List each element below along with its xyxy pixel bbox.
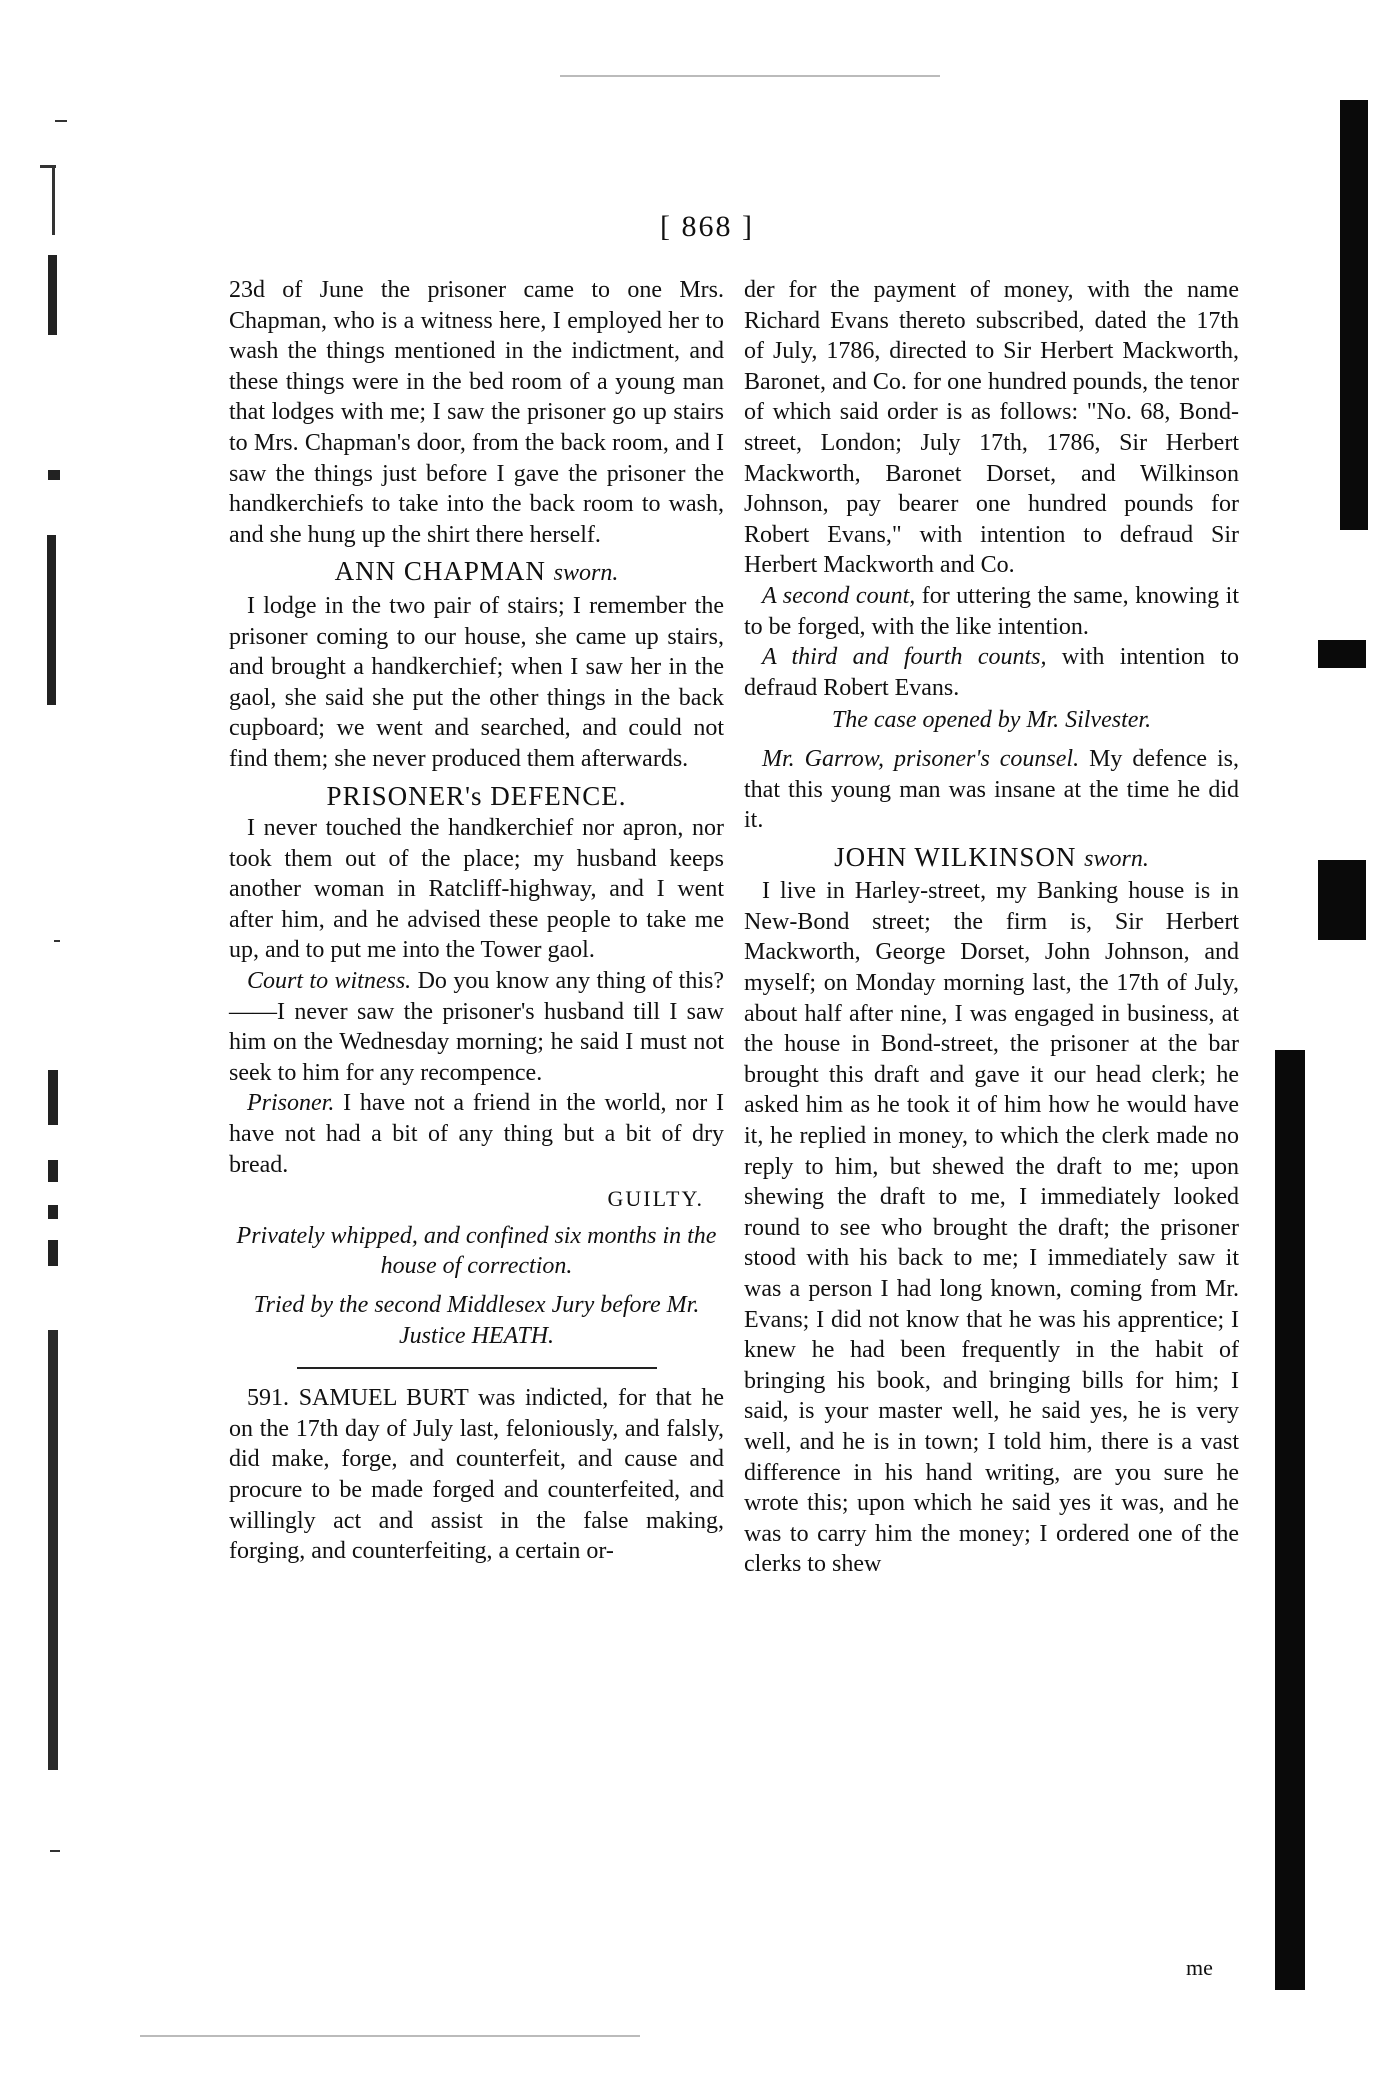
paragraph-lead: A third and fourth counts, <box>762 644 1047 671</box>
verdict: GUILTY. <box>607 1186 704 1212</box>
left-edge-mark <box>54 940 60 942</box>
right-edge-bar <box>1318 860 1366 940</box>
paragraph <box>229 1383 724 1567</box>
right-edge-bar <box>1275 1050 1305 1990</box>
paragraph <box>229 813 724 966</box>
paragraph-lead: Court to witness. <box>247 968 412 995</box>
paragraph-text: 23d of June the prisoner came to one Mrs. Chapman, who is a witness here, I employed her to wash the things mentioned in the indictment, and these things were in the bed room of a young man that lodges with me; I saw the prisoner go up stairs to Mrs. Chapman's door, from the back room, and I saw the things just before I gave the prisoner the handkerchiefs to take into the back room to wash, and she hung up the shirt there herself. <box>229 277 724 548</box>
right-column <box>744 275 1239 1580</box>
paragraph-lead: Prisoner. <box>247 1090 335 1117</box>
witness-heading <box>744 842 1239 875</box>
paragraph-text: 591. SAMUEL BURT was indicted, for that he on the 17th day of July last, feloniously, and falsly, did make, forge, and counterfeit, and cause and procure to be made forged and counterfeited, and willingly act and assist in the false making, forging, and counterfeiting, a certain or- <box>229 1385 724 1565</box>
right-edge-bar <box>1318 640 1366 668</box>
page-number: [ 868 ] <box>660 210 754 243</box>
catchword: me <box>1186 1955 1213 1980</box>
sentence-note: Tried by the second Middlesex Jury before Mr. Justice HEATH. <box>253 1292 700 1349</box>
heading-tag: sworn. <box>553 560 619 587</box>
paragraph-text: I have not a friend in the world, nor I have not had a bit of any thing but a bit of dry bread. <box>229 1090 725 1178</box>
left-edge-mark <box>50 1850 60 1852</box>
paragraph-text: I lodge in the two pair of stairs; I remember the prisoner coming to our house, she came up stairs, and brought a handkerchief; when I saw her in the gaol, she said she put the other things in the back cupboard; we went and searched, and could not find them; she never produced them afterwards. <box>229 592 724 772</box>
heading-tag: sworn. <box>1084 845 1149 872</box>
heading-name: JOHN WILKINSON <box>834 841 1077 872</box>
paragraph <box>744 876 1239 1580</box>
paragraph-text: I live in Harley-street, my Banking house is in New-Bond street; the firm is, Sir Herbert Mackworth, George Dorset, John Johnson, and myself; on Monday morning last, the 17th of July, about half after nine, I was engaged in business, at the house in Bond-street, the prisoner at the bar brought this draft and gave it our head clerk; he asked him as he took it of him how he would have it, he replied in money, to which the clerk made no reply to him, but shewed the draft to me; upon shewing the draft to me, I immediately looked round to see who brought the draft; the prisoner stood with his back to me; I immediately saw it was a person I had long known, coming from Mr. Evans; I did not know that he was his apprentice; I knew he had been frequently in the habit of bringing his book, and bringing bills for him; I said, is your master well, he said yes, he is very well, and he is in town; I told him, there is a vast difference in his hand writing, are you sure he wrote this; upon which he said yes it was, and he was to carry him the money; I ordered one of the clerks to shew <box>744 878 1239 1578</box>
paragraph <box>744 642 1239 703</box>
paragraph-text: der for the payment of money, with the name Richard Evans thereto subscribed, dated the 17th of July, 1786, directed to Sir Herbert Mackworth, Baronet, and Co. for one hundred pounds, the tenor of which said order is as follows: "No. 68, Bond-street, London; July 17th, 1786, Sir Herbert Mackworth, Baronet Dorset, and Wilkinson Johnson, pay bearer one hundred pounds for Robert Evans," with intention to defraud Sir Herbert Mackworth and Co. <box>744 277 1239 579</box>
right-edge-bar <box>1340 100 1368 530</box>
left-edge-mark <box>52 165 55 235</box>
paragraph-text: for uttering the same, knowing it to be forged, with the like intention. <box>744 582 1239 640</box>
paragraph-text: with intention to defraud Robert Evans. <box>744 644 1239 701</box>
paragraph-text: I never touched the handkerchief nor apron, nor took them out of the place; my husband keeps another woman in Ratcliff-highway, and I went after him, and he advised these people to take me up, and to put me into the Tower gaol. <box>229 815 724 964</box>
paragraph <box>229 966 724 1088</box>
heading-name: ANN CHAPMAN <box>334 556 546 587</box>
left-edge-mark <box>48 255 57 335</box>
left-edge-mark <box>48 470 60 480</box>
paragraph <box>744 744 1239 836</box>
bottom-smudge <box>140 2035 640 2037</box>
paragraph <box>744 581 1239 642</box>
top-smudge <box>560 75 940 77</box>
paragraph-lead: Mr. Garrow, prisoner's counsel. <box>762 745 1080 772</box>
left-edge-mark <box>48 1070 58 1125</box>
witness-heading <box>229 556 724 589</box>
paragraph-text: My defence is, that this young man was insane at the time he did it. <box>744 745 1239 834</box>
heading-name: PRISONER's DEFENCE. <box>326 780 627 811</box>
sentence-note: Privately whipped, and confined six months in the house of correction. <box>236 1222 717 1280</box>
left-edge-mark <box>47 535 56 705</box>
left-edge-mark <box>48 1240 58 1266</box>
paragraph <box>229 275 724 550</box>
left-edge-mark <box>48 1160 58 1182</box>
paragraph <box>744 275 1239 581</box>
paragraph-lead: A second count, <box>762 582 916 609</box>
paragraph <box>229 591 724 775</box>
paragraph-text: Do you know any thing of this?——I never saw the prisoner's husband till I saw him on the Wednesday morning; he said I must not seek to him for any recompence. <box>229 968 724 1086</box>
left-edge-mark <box>48 1205 58 1219</box>
left-edge-mark <box>48 1330 58 1770</box>
sentence-note: The case opened by Mr. Silvester. <box>831 707 1152 734</box>
paragraph <box>229 1088 724 1180</box>
left-column <box>229 275 724 1567</box>
witness-heading <box>229 781 724 812</box>
left-edge-mark <box>55 120 67 122</box>
section-divider <box>297 1367 657 1369</box>
